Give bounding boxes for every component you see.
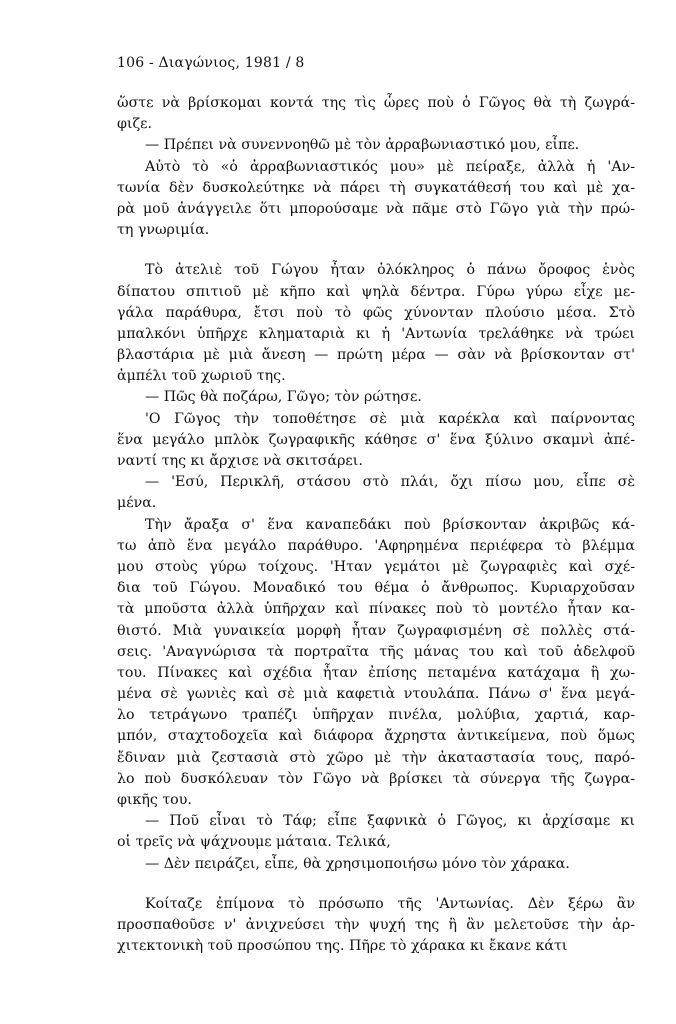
text-line: φιζε. bbox=[117, 116, 153, 133]
text-line: δίπατου σπιτιοῦ μὲ κῆπο καὶ ψηλὰ δέντρα. Γύρω γύρω εἶχε με- bbox=[117, 283, 635, 300]
text-line: λο τετράγωνο τραπέζι ὑπῆρχαν πινέλα, μολύβια, χαρτιά, καρ- bbox=[117, 707, 635, 724]
text-line: ναντί της κι ἄρχισε νὰ σκιτσάρει. bbox=[117, 453, 363, 469]
text-line: — Δὲν πειράζει, εἶπε, θὰ χρησιμοποιήσω μόνο τὸν χάρακα. bbox=[145, 855, 570, 872]
paragraph bbox=[117, 93, 635, 135]
running-head: 106 - Διαγώνιος, 1981 / 8 bbox=[117, 55, 305, 71]
text-line: 'Ο Γῶγος τὴν τοποθέτησε σὲ μιὰ καρέκλα καὶ παίρνοντας bbox=[145, 410, 635, 427]
text-line: τη γνωριμία. bbox=[117, 222, 210, 239]
text-line: μπόν, σταχτοδοχεῖα καὶ διάφορα ἄχρηστα ἀντικείμενα, ποὺ ὅμως bbox=[117, 728, 635, 745]
section-break bbox=[117, 875, 635, 894]
page-body bbox=[117, 93, 635, 957]
paragraph bbox=[117, 811, 635, 853]
text-line: μένα. bbox=[117, 495, 157, 512]
text-line: ἔδιναν μιὰ ζεστασιὰ στὸ χῶρο μὲ τὴν ἀκαταστασία τους, παρό- bbox=[117, 749, 635, 766]
text-line: μπαλκόνι ὑπῆρχε κληματαριὰ κι ἡ 'Αντωνία τρελάθηκε νὰ τρώει bbox=[117, 325, 635, 342]
text-line: τὰ μποῦστα ἀλλὰ ὑπῆρχαν καὶ πίνακες ποὺ τὸ μοντέλο ἦταν κα- bbox=[117, 601, 635, 618]
text-line: προσπαθοῦσε ν' ἀνιχνεύσει τὴν ψυχή της ἢ ἂν μελετοῦσε τὴν ἀρ- bbox=[117, 916, 635, 933]
paragraph bbox=[117, 135, 635, 156]
text-line: γάλα παράθυρα, ἔτσι ποὺ τὸ φῶς χύνονταν πλούσιο μέσα. Στὸ bbox=[117, 304, 635, 321]
text-line: μου στοὺς γύρω τοίχους. 'Ηταν γεμάτοι μὲ ζωγραφιὲς καὶ σχέ- bbox=[117, 558, 635, 575]
text-line: ἕνα μεγάλο μπλὸκ ζωγραφικῆς κάθησε σ' ἕνα ξύλινο σκαμνὶ ἀπέ- bbox=[117, 431, 635, 448]
paragraph bbox=[117, 387, 635, 408]
text-line: Τὴν ἄραξα σ' ἕνα καναπεδάκι ποὺ βρίσκονταν ἀκριβῶς κά- bbox=[145, 516, 635, 533]
paragraph bbox=[117, 409, 635, 473]
text-line: Τὸ ἀτελιὲ τοῦ Γώγου ἦταν ὁλόκληρος ὁ πάνω ὄροφος ἑνὸς bbox=[145, 262, 635, 279]
text-line: — Ποῦ εἶναι τὸ Τάφ; εἶπε ξαφνικὰ ὁ Γῶγος, κι ἀρχίσαμε κι bbox=[145, 813, 635, 830]
text-line: σεις. 'Αναγνώρισα τὰ πορτραῖτα τῆς μάνας του καὶ τοῦ ἀδελφοῦ bbox=[117, 643, 635, 660]
paragraph bbox=[117, 894, 635, 958]
text-line: φικῆς του. bbox=[117, 792, 192, 808]
text-line: Αὐτὸ τὸ «ὁ ἀρραβωνιαστικός μου» μὲ πείραξε, ἀλλὰ ἡ 'Αν- bbox=[145, 158, 635, 175]
text-line: του. Πίνακες καὶ σχέδια ἦταν ἐπίσης πεταμένα κατάχαμα ἢ χω- bbox=[117, 664, 635, 681]
text-line: ὥστε νὰ βρίσκομαι κοντά της τὶς ὧρες ποὺ ὁ Γῶγος θὰ τὴ ζωγρά- bbox=[117, 95, 635, 111]
text-line: Κοίταζε ἐπίμονα τὸ πρόσωπο τῆς 'Αντωνίας. Δὲν ξέρω ἂν bbox=[145, 895, 635, 912]
text-line: — 'Εσύ, Περικλῆ, στάσου στὸ πλάι, ὄχι πίσω μου, εἶπε σὲ bbox=[145, 474, 635, 491]
text-line: μένα σὲ γωνιὲς καὶ σὲ μιὰ καφετιὰ ντουλάπα. Πάνω σ' ἕνα μεγά- bbox=[117, 686, 635, 703]
paragraph bbox=[117, 515, 635, 812]
text-line: λο ποὺ δυσκόλευαν τὸν Γῶγο νὰ βρίσκει τὰ σύνεργα τῆς ζωγρα- bbox=[117, 770, 635, 787]
text-line: — Πῶς θὰ ποζάρω, Γῶγο; τὸν ρώτησε. bbox=[145, 389, 422, 406]
paragraph bbox=[117, 854, 635, 875]
text-line: βλαστάρια μὲ μιὰ ἄνεση — πρώτη μέρα — σὰν νὰ βρίσκονταν στ' bbox=[117, 347, 635, 364]
text-line: χιτεκτονικὴ τοῦ προσώπου της. Πῆρε τὸ χάρακα κι ἔκανε κάτι bbox=[117, 938, 568, 955]
text-line: δια τοῦ Γώγου. Μοναδικό του θέμα ὁ ἄνθρωπος. Κυριαρχοῦσαν bbox=[117, 580, 635, 597]
text-line: τωνία δὲν δυσκολεύτηκε νὰ πάρει τὴ συγκατάθεσή του καὶ μὲ χα- bbox=[117, 179, 635, 196]
paragraph bbox=[117, 472, 635, 514]
text-line: θιστό. Μιὰ γυναικεία μορφὴ ἦταν ζωγραφισμένη σὲ πολλὲς στά- bbox=[117, 622, 635, 639]
text-line: — Πρέπει νὰ συνεννοηθῶ μὲ τὸν ἀρραβωνιαστικό μου, εἶπε. bbox=[145, 137, 580, 154]
section-break bbox=[117, 241, 635, 260]
text-line: οἱ τρεῖς νὰ ψάχνουμε μάταια. Τελικά, bbox=[117, 834, 391, 851]
paragraph bbox=[117, 157, 635, 242]
text-line: ἀμπέλι τοῦ χωριοῦ της. bbox=[117, 368, 286, 385]
paragraph bbox=[117, 260, 635, 387]
text-line: τω ἀπὸ ἕνα μεγάλο παράθυρο. 'Αφηρημένα περιέφερα τὸ βλέμμα bbox=[117, 537, 635, 554]
text-line: ρὰ μοῦ ἀνάγγειλε ὅτι μπορούσαμε νὰ πᾶμε στὸ Γῶγο γιὰ τὴν πρώ- bbox=[117, 200, 635, 217]
